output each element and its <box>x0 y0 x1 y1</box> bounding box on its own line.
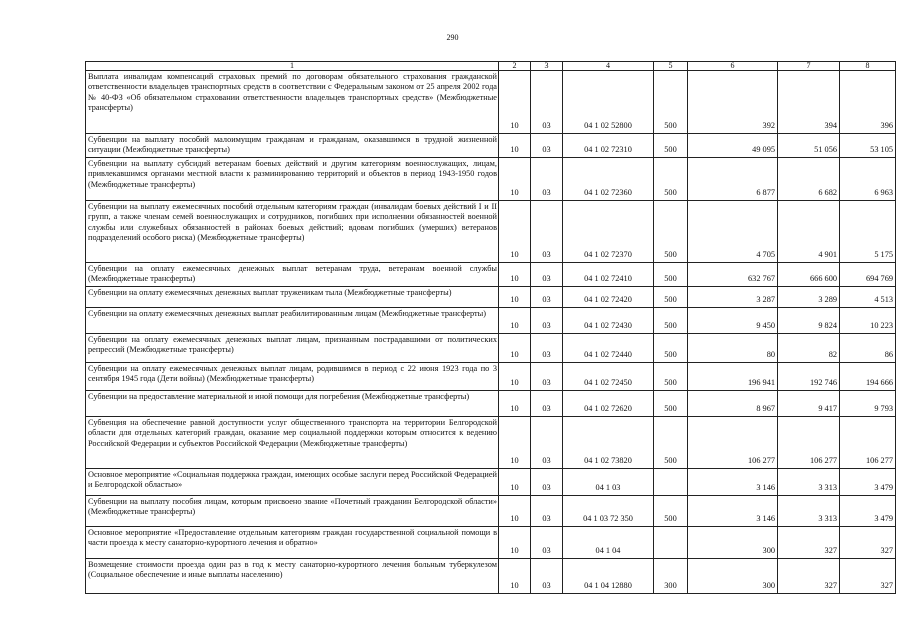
expense-name: Субвенции на оплату ежемесячных денежных выплат ветеранам труда, ветеранам военной службы (Межбюджетные трансферты) <box>86 263 499 287</box>
section-code: 10 <box>499 201 531 263</box>
target-article-code: 04 1 02 52800 <box>563 71 654 134</box>
table-row <box>86 496 896 527</box>
expense-name: Субвенции на оплату ежемесячных денежных выплат лицам, признанным пострадавшими от политических репрессий (Межбюджетные трансферты) <box>86 334 499 363</box>
amount-year-2: 9 417 <box>778 391 840 417</box>
expense-name: Субвенции на выплату ежемесячных пособий отдельным категориям граждан (инвалидам боевых действий I и II групп, а также членам семей военнослужащих и сотрудников, погибших при исполнении обязанностей военной службы или служебных обязанностей в районах боевых действий; вдовам погибших (умерших) ветеранов подразделений особого риска) (Межбюджетные трансферты) <box>86 201 499 263</box>
expense-name: Субвенции на выплату субсидий ветеранам боевых действий и другим категориям военнослужащих, лицам, привлекавшимся органами местной власти к разминированию территорий и объектов в период 1943-1950 годов (Межбюджетные трансферты) <box>86 158 499 201</box>
amount-year-2: 106 277 <box>778 417 840 469</box>
amount-year-1: 300 <box>688 559 778 594</box>
section-code: 10 <box>499 287 531 308</box>
table-row <box>86 334 896 363</box>
amount-year-3: 396 <box>840 71 896 134</box>
table-row <box>86 391 896 417</box>
table-row <box>86 469 896 496</box>
table-row <box>86 308 896 334</box>
subsection-code: 03 <box>531 417 563 469</box>
amount-year-2: 4 901 <box>778 201 840 263</box>
section-code: 10 <box>499 417 531 469</box>
amount-year-3: 106 277 <box>840 417 896 469</box>
header-cell: 2 <box>499 62 531 71</box>
expense-name: Основное мероприятие «Предоставление отдельным категориям граждан государственной социальной помощи в части проезда к месту санаторно-курортного лечения и обратно» <box>86 527 499 559</box>
table-row <box>86 417 896 469</box>
subsection-code: 03 <box>531 334 563 363</box>
expense-name: Выплата инвалидам компенсаций страховых премий по договорам обязательного страхования гражданской ответственности владельцев транспортных средств в соответствии с Федеральным законом от 25 апреля 2002 года № 40-ФЗ «Об обязательном страховании ответственности владельцев транспортных средств» (Межбюджетные трансферты) <box>86 71 499 134</box>
expense-name: Основное мероприятие «Социальная поддержка граждан, имеющих особые заслуги перед Российской Федерацией и Белгородской областью» <box>86 469 499 496</box>
subsection-code: 03 <box>531 287 563 308</box>
amount-year-1: 632 767 <box>688 263 778 287</box>
expense-name: Субвенции на выплату пособия лицам, которым присвоено звание «Почетный гражданин Белгородской области» (Межбюджетные трансферты) <box>86 496 499 527</box>
expense-type-code: 500 <box>654 334 688 363</box>
table-row <box>86 71 896 134</box>
amount-year-2: 9 824 <box>778 308 840 334</box>
target-article-code: 04 1 02 73820 <box>563 417 654 469</box>
amount-year-1: 392 <box>688 71 778 134</box>
amount-year-1: 106 277 <box>688 417 778 469</box>
amount-year-3: 53 105 <box>840 134 896 158</box>
amount-year-3: 9 793 <box>840 391 896 417</box>
table-row <box>86 201 896 263</box>
header-cell: 1 <box>86 62 499 71</box>
expense-type-code: 500 <box>654 158 688 201</box>
amount-year-1: 9 450 <box>688 308 778 334</box>
amount-year-1: 49 095 <box>688 134 778 158</box>
expense-type-code: 500 <box>654 201 688 263</box>
section-code: 10 <box>499 134 531 158</box>
amount-year-1: 300 <box>688 527 778 559</box>
subsection-code: 03 <box>531 158 563 201</box>
target-article-code: 04 1 02 72370 <box>563 201 654 263</box>
amount-year-1: 196 941 <box>688 363 778 391</box>
amount-year-2: 327 <box>778 527 840 559</box>
expense-type-code: 500 <box>654 308 688 334</box>
section-code: 10 <box>499 496 531 527</box>
subsection-code: 03 <box>531 363 563 391</box>
header-cell: 3 <box>531 62 563 71</box>
section-code: 10 <box>499 263 531 287</box>
expense-type-code: 500 <box>654 71 688 134</box>
target-article-code: 04 1 04 12880 <box>563 559 654 594</box>
budget-table <box>85 61 896 594</box>
amount-year-3: 86 <box>840 334 896 363</box>
table-row <box>86 263 896 287</box>
amount-year-3: 5 175 <box>840 201 896 263</box>
amount-year-2: 192 746 <box>778 363 840 391</box>
amount-year-2: 51 056 <box>778 134 840 158</box>
expense-name: Субвенции на предоставление материальной и иной помощи для погребения (Межбюджетные трансферты) <box>86 391 499 417</box>
amount-year-2: 3 313 <box>778 496 840 527</box>
subsection-code: 03 <box>531 496 563 527</box>
section-code: 10 <box>499 469 531 496</box>
amount-year-3: 4 513 <box>840 287 896 308</box>
amount-year-1: 3 146 <box>688 469 778 496</box>
section-code: 10 <box>499 527 531 559</box>
expense-type-code: 500 <box>654 263 688 287</box>
section-code: 10 <box>499 363 531 391</box>
subsection-code: 03 <box>531 308 563 334</box>
subsection-code: 03 <box>531 134 563 158</box>
amount-year-1: 8 967 <box>688 391 778 417</box>
target-article-code: 04 1 03 72 350 <box>563 496 654 527</box>
amount-year-2: 394 <box>778 71 840 134</box>
amount-year-3: 10 223 <box>840 308 896 334</box>
table-header-row <box>86 62 896 71</box>
amount-year-3: 327 <box>840 559 896 594</box>
expense-name: Субвенции на оплату ежемесячных денежных выплат реабилитированным лицам (Межбюджетные трансферты) <box>86 308 499 334</box>
page-number: 290 <box>446 33 459 42</box>
amount-year-1: 80 <box>688 334 778 363</box>
amount-year-3: 3 479 <box>840 469 896 496</box>
header-cell: 5 <box>654 62 688 71</box>
target-article-code: 04 1 03 <box>563 469 654 496</box>
table-row <box>86 287 896 308</box>
expense-name: Субвенции на оплату ежемесячных денежных выплат лицам, родившимся в период с 22 июня 1923 года по 3 сентября 1945 года (Дети войны) (Межбюджетные трансферты) <box>86 363 499 391</box>
header-cell: 7 <box>778 62 840 71</box>
table-row <box>86 134 896 158</box>
subsection-code: 03 <box>531 391 563 417</box>
expense-type-code: 500 <box>654 417 688 469</box>
subsection-code: 03 <box>531 469 563 496</box>
expense-type-code: 500 <box>654 363 688 391</box>
target-article-code: 04 1 04 <box>563 527 654 559</box>
subsection-code: 03 <box>531 527 563 559</box>
amount-year-1: 3 287 <box>688 287 778 308</box>
expense-type-code: 500 <box>654 287 688 308</box>
header-cell: 8 <box>840 62 896 71</box>
amount-year-3: 694 769 <box>840 263 896 287</box>
section-code: 10 <box>499 334 531 363</box>
table-row <box>86 527 896 559</box>
amount-year-2: 327 <box>778 559 840 594</box>
subsection-code: 03 <box>531 71 563 134</box>
target-article-code: 04 1 02 72420 <box>563 287 654 308</box>
section-code: 10 <box>499 158 531 201</box>
expense-name: Возмещение стоимости проезда один раз в год к месту санаторно-курортного лечения больным туберкулезом (Социальное обеспечение и иные выплаты населению) <box>86 559 499 594</box>
expense-name: Субвенции на оплату ежемесячных денежных выплат труженикам тыла (Межбюджетные трансферты) <box>86 287 499 308</box>
amount-year-2: 82 <box>778 334 840 363</box>
header-cell: 4 <box>563 62 654 71</box>
amount-year-2: 3 313 <box>778 469 840 496</box>
expense-name: Субвенция на обеспечение равной доступности услуг общественного транспорта на территории Белгородской области для отдельных категорий граждан, оказание мер социальной поддержки которым относится к ведению Российской Федерации и субъектов Российской Федерации (Межбюджетные трансферты) <box>86 417 499 469</box>
target-article-code: 04 1 02 72440 <box>563 334 654 363</box>
target-article-code: 04 1 02 72430 <box>563 308 654 334</box>
expense-type-code: 500 <box>654 391 688 417</box>
subsection-code: 03 <box>531 201 563 263</box>
expense-type-code <box>654 527 688 559</box>
expense-type-code: 500 <box>654 496 688 527</box>
amount-year-1: 6 877 <box>688 158 778 201</box>
target-article-code: 04 1 02 72620 <box>563 391 654 417</box>
table-row <box>86 158 896 201</box>
amount-year-3: 6 963 <box>840 158 896 201</box>
amount-year-3: 194 666 <box>840 363 896 391</box>
amount-year-2: 3 289 <box>778 287 840 308</box>
target-article-code: 04 1 02 72410 <box>563 263 654 287</box>
expense-type-code: 300 <box>654 559 688 594</box>
expense-type-code: 500 <box>654 134 688 158</box>
section-code: 10 <box>499 559 531 594</box>
amount-year-1: 4 705 <box>688 201 778 263</box>
expense-type-code <box>654 469 688 496</box>
header-cell: 6 <box>688 62 778 71</box>
subsection-code: 03 <box>531 559 563 594</box>
section-code: 10 <box>499 71 531 134</box>
target-article-code: 04 1 02 72360 <box>563 158 654 201</box>
target-article-code: 04 1 02 72310 <box>563 134 654 158</box>
expense-name: Субвенции на выплату пособий малоимущим гражданам и гражданам, оказавшимся в трудной жизненной ситуации (Межбюджетные трансферты) <box>86 134 499 158</box>
section-code: 10 <box>499 308 531 334</box>
amount-year-2: 666 600 <box>778 263 840 287</box>
amount-year-1: 3 146 <box>688 496 778 527</box>
table-row <box>86 363 896 391</box>
amount-year-2: 6 682 <box>778 158 840 201</box>
subsection-code: 03 <box>531 263 563 287</box>
section-code: 10 <box>499 391 531 417</box>
table-row <box>86 559 896 594</box>
amount-year-3: 327 <box>840 527 896 559</box>
amount-year-3: 3 479 <box>840 496 896 527</box>
target-article-code: 04 1 02 72450 <box>563 363 654 391</box>
